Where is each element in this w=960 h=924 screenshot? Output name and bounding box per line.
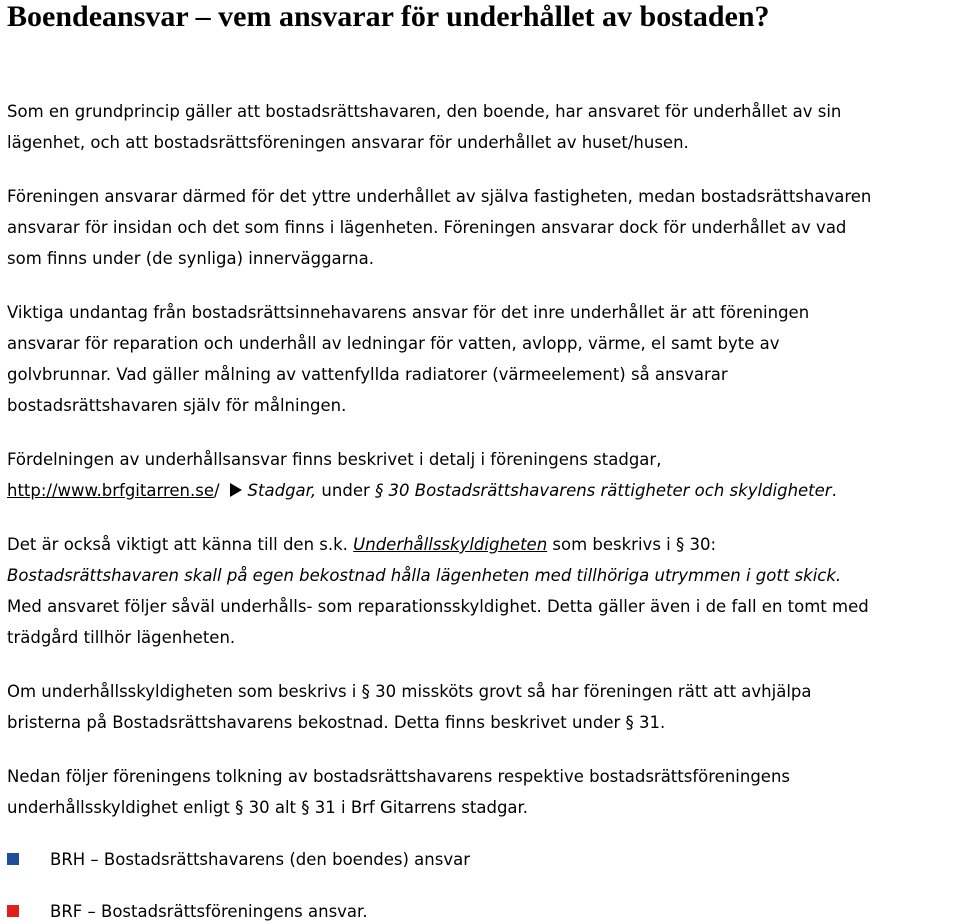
section-sign: § [676, 535, 685, 554]
text-line: ansvarar för insidan och det som finns i lägenheten. Föreningen ansvarar dock för underhållet av vad [7, 218, 847, 237]
period: . [831, 481, 837, 500]
text-span: Det är också viktigt att känna till den s.k. [7, 535, 354, 554]
text-line: lägenhet, och att bostadsrättsföreningen ansvarar för underhållet av huset/husen. [7, 133, 689, 152]
section-sign: § [625, 713, 634, 732]
text-line: Nedan följer föreningens tolkning av bostadsrättshavarens respektive bostadsrättsföreningens [7, 767, 791, 786]
text-span: bristerna på Bostadsrättshavarens bekostnad. Detta finns beskrivet under [7, 713, 626, 732]
text-span: Om underhållsskyldigheten som beskrivs i [7, 682, 362, 701]
section-sign: § [301, 798, 310, 817]
text-span: 30 missköts grovt så har föreningen rätt att avhjälpa [369, 682, 812, 701]
under-text: under [316, 481, 376, 500]
paragraph-exceptions [7, 297, 957, 421]
paragraph-distribution [7, 444, 957, 506]
text-line: som finns under (de synliga) innerväggarna. [7, 249, 374, 268]
section-ref [375, 481, 832, 500]
text-line: Föreningen ansvarar därmed för det yttre underhållet av själva fastigheten, medan bostadsrättshavaren [7, 187, 872, 206]
legend-label: BRF – Bostadsrättsföreningens ansvar. [50, 902, 368, 921]
paragraph-interpretation [7, 761, 957, 823]
text-span: 31. [633, 713, 666, 732]
text-line: Fördelningen av underhållsansvar finns beskrivet i detalj i föreningens stadgar, [7, 450, 662, 469]
text-line: golvbrunnar. Vad gäller målning av vattenfyllda radiatorer (värmeelement) så ansvarar [7, 365, 728, 384]
term-underhallsskyldigheten: Underhållsskyldigheten [353, 535, 548, 554]
stadgar-label: Stadgar, [247, 481, 317, 500]
text-line: ansvarar för reparation och underhåll av ledningar för vatten, avlopp, värme, el samt byte av [7, 334, 780, 353]
square-bullet-icon [7, 853, 19, 865]
text-span: 31 i Brf Gitarrens stadgar. [309, 798, 529, 817]
text-line [7, 707, 957, 738]
text-line: Med ansvaret följer såväl underhålls- som reparationsskyldighet. Detta gäller även i de fall en tomt med [7, 597, 869, 616]
website-link[interactable]: http://www.brfgitarren.se [7, 481, 214, 500]
paragraph-association-responsibility [7, 181, 957, 274]
section-title: 30 Bostadsrättshavarens rättigheter och skyldigheter [383, 481, 832, 500]
legend-label: BRH – Bostadsrättshavarens (den boendes) ansvar [50, 850, 471, 869]
text-span: 30 alt [243, 798, 302, 817]
text-line [7, 676, 957, 707]
text-line: Som en grundprincip gäller att bostadsrättshavaren, den boende, har ansvaret för underhållet av sin [7, 102, 842, 121]
text-span: 30: [684, 535, 717, 554]
text-line: bostadsrättshavaren själv för målningen. [7, 396, 347, 415]
square-bullet-icon [7, 905, 19, 917]
play-triangle-icon [230, 483, 242, 497]
section-sign: § [361, 682, 370, 701]
paragraph-neglect [7, 676, 957, 738]
text-line [7, 475, 957, 506]
quote-line: Bostadsrättshavaren skall på egen bekostnad hålla lägenheten med tillhöriga utrymmen i gott skick. [7, 566, 842, 585]
path-slash: / [213, 481, 220, 500]
text-span: underhållsskyldighet enligt [7, 798, 236, 817]
paragraph-maintenance-duty [7, 529, 957, 653]
section-sign: § [375, 481, 384, 500]
paragraph-principle [7, 96, 957, 158]
text-line: Viktiga undantag från bostadsrättsinnehavarens ansvar för det inre underhållet är att föreningen [7, 303, 810, 322]
text-line: trädgård tillhör lägenheten. [7, 628, 236, 647]
text-line [7, 792, 957, 823]
section-sign: § [235, 798, 244, 817]
text-span: som beskrivs i [547, 535, 676, 554]
text-line [7, 529, 957, 560]
page-title: Boendeansvar – vem ansvarar för underhållet av bostaden? [7, 0, 770, 33]
